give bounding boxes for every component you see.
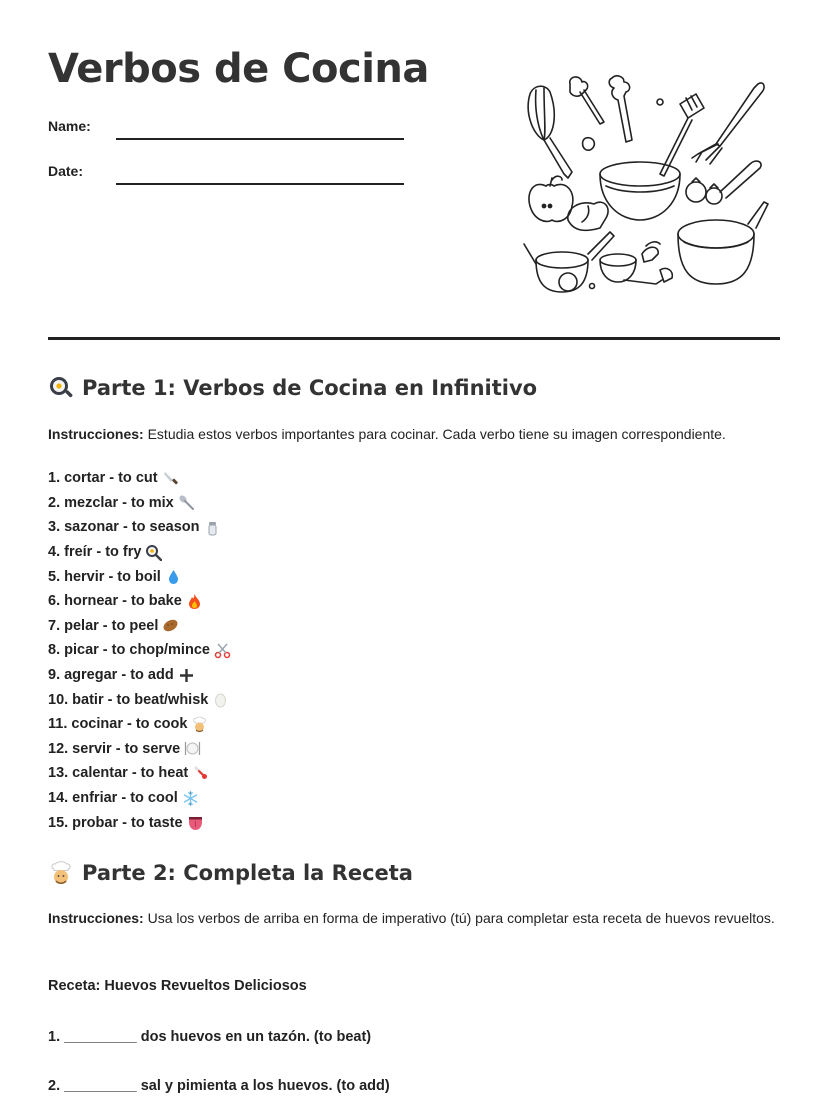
spoon-icon [178,494,195,511]
part1-instructions-text: Estudia estos verbos importantes para cocinar. Cada verbo tiene su imagen correspondiente. [147,426,726,442]
scissors-icon [214,642,231,659]
verb-list [48,466,231,835]
small-utensils-icon [570,76,663,150]
verb-text: 2. mezclar - to mix [48,494,174,511]
verb-text: 8. picar - to chop/mince [48,642,210,659]
list-item [48,540,231,565]
part2-instructions-text: Usa los verbos de arriba en forma de imperativo (tú) para completar esta receta de huevos revueltos. [147,910,775,926]
mixing-bowl-icon [600,162,680,220]
list-item [48,515,231,540]
page-title: Verbos de Cocina [48,46,429,92]
thermometer-icon [192,765,209,782]
tomatoes-icon [686,161,761,204]
chef-icon [191,716,208,733]
list-item [48,589,231,614]
list-item [48,663,231,688]
verb-text: 7. pelar - to peel [48,617,159,634]
list-item [48,810,231,835]
verb-text: 6. hornear - to bake [48,593,182,610]
verb-text: 1. cortar - to cut [48,470,158,487]
part1-instructions-label: Instrucciones: [48,426,144,442]
frying-pan-icon [145,544,162,561]
verb-text: 15. probar - to taste [48,814,183,831]
verb-text: 13. calentar - to heat [48,765,189,782]
verb-text: 3. sazonar - to season [48,519,200,536]
plus-icon [178,667,195,684]
list-item [48,687,231,712]
chef-icon [48,860,74,886]
salt-shaker-icon [204,519,221,536]
recipe-step: 2. _________ sal y pimienta a los huevos. (to add) [48,1078,390,1094]
kitchen-utensils-illustration [520,74,770,300]
part1-heading [48,375,537,401]
date-label: Date: [48,163,84,179]
verb-text: 12. servir - to serve [48,740,181,757]
name-label: Name: [48,118,91,134]
part2-heading [48,860,413,886]
fire-icon [186,593,203,610]
verb-text: 10. batir - to beat/whisk [48,691,209,708]
name-field [48,118,91,134]
verb-text: 11. cocinar - to cook [48,716,188,733]
list-item [48,786,231,811]
list-item [48,737,231,762]
recipe-title: Receta: Huevos Revueltos Deliciosos [48,978,307,994]
list-item [48,614,231,639]
list-item [48,466,231,491]
part2-instructions-label: Instrucciones: [48,910,144,926]
fork-icon [692,83,764,164]
date-field [48,163,83,179]
list-item [48,638,231,663]
verb-text: 4. freír - to fry [48,544,142,561]
tongue-icon [187,814,204,831]
part2-instructions [48,906,788,931]
frying-pan-icon [48,375,74,401]
spatula-icon [660,94,704,176]
list-item [48,564,231,589]
potato-icon [162,617,179,634]
snowflake-icon [182,790,199,807]
whisk-icon [528,86,572,178]
section-divider [48,337,780,340]
droplet-icon [165,568,182,585]
list-item [48,761,231,786]
plate-icon [184,740,201,757]
apple-icon [529,176,573,221]
verb-text: 14. enfriar - to cool [48,790,178,807]
recipe-step: 1. _________ dos huevos en un tazón. (to beat) [48,1029,372,1045]
saucepan-icon [678,202,768,284]
verb-text: 5. hervir - to boil [48,568,161,585]
date-blank-line[interactable] [116,183,404,185]
part1-heading-text: Parte 1: Verbos de Cocina en Infinitivo [82,376,538,400]
name-blank-line[interactable] [116,138,404,140]
verb-text: 9. agregar - to add [48,667,174,684]
bread-loaf-icon [568,202,608,230]
part2-heading-text: Parte 2: Completa la Receta [82,861,413,885]
part1-instructions [48,422,788,447]
egg-icon [212,691,229,708]
knife-icon [162,470,179,487]
list-item [48,712,231,737]
list-item [48,491,231,516]
